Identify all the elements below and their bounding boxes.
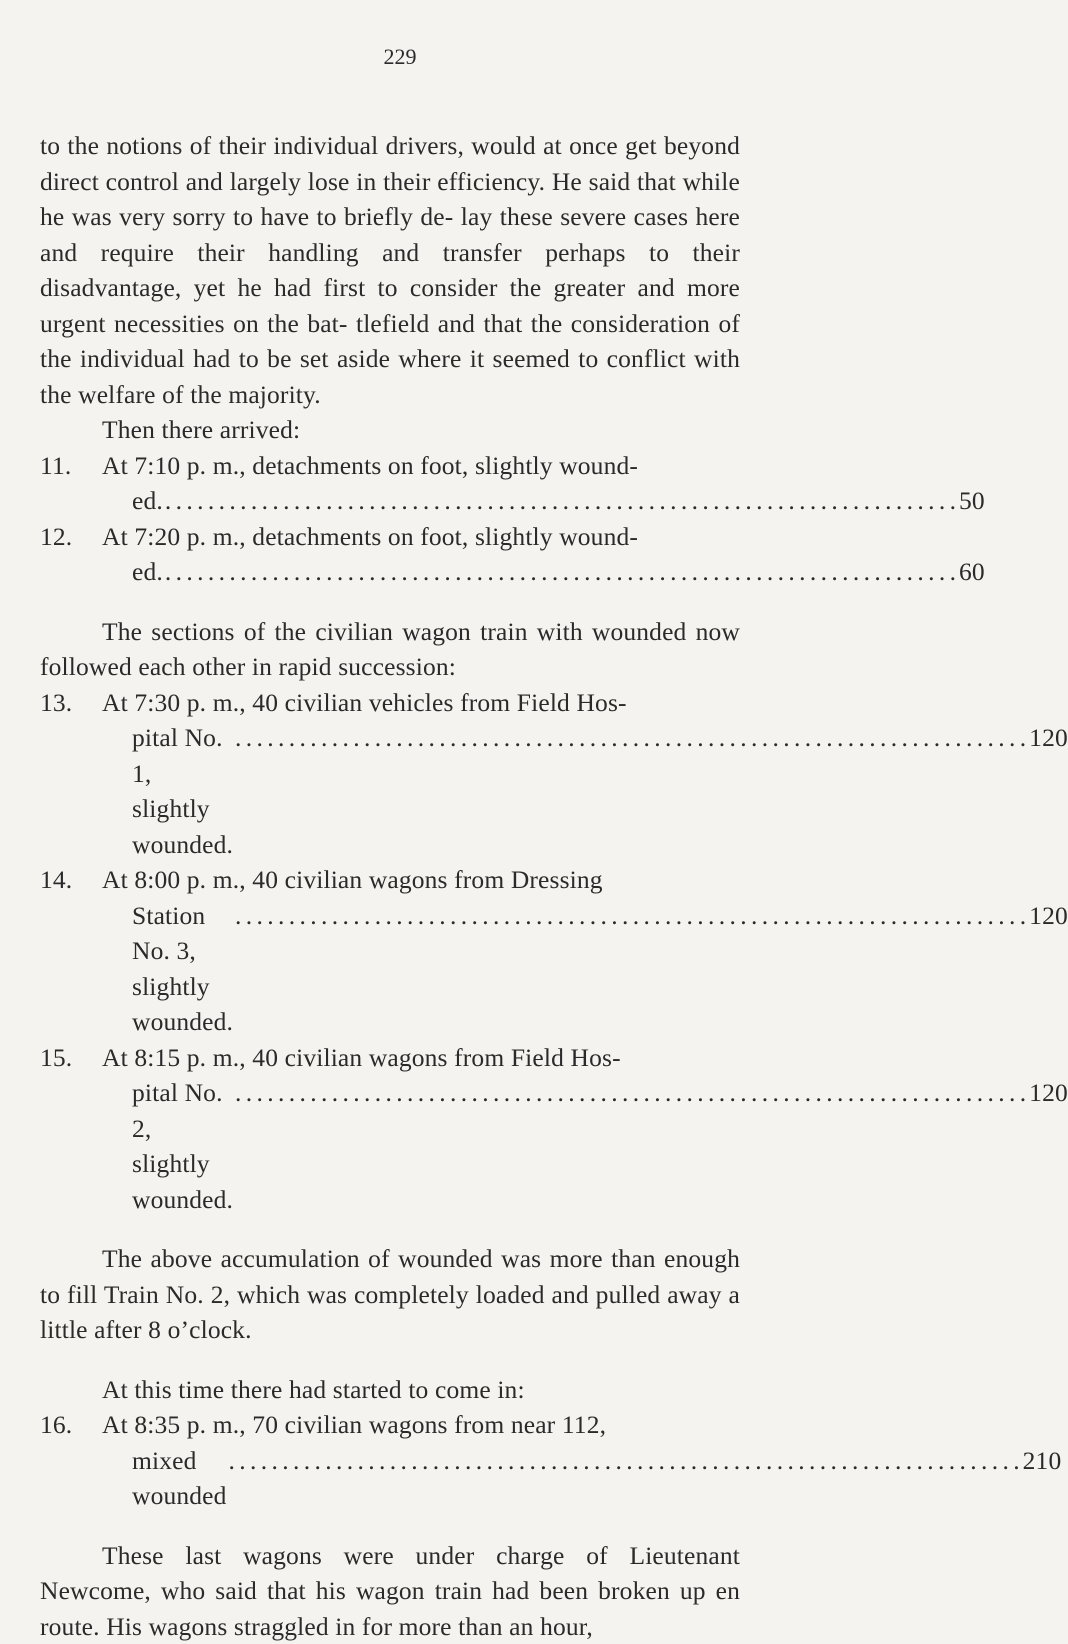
entry-count: 210 — [1023, 1443, 1062, 1479]
entry-text: At 8:15 p. m., 40 civilian wagons from Field Hos- — [102, 1040, 1068, 1076]
entry-count: 50 — [959, 483, 985, 519]
dot-leader — [165, 483, 955, 519]
entry-list-foot — [40, 448, 740, 590]
entry-text: At 7:20 p. m., detachments on foot, slightly wound- — [102, 519, 985, 555]
entry-text-continued: ed. — [132, 554, 163, 590]
entry-count: 60 — [959, 554, 985, 590]
dot-leader — [165, 554, 955, 590]
entry-text: At 8:35 p. m., 70 civilian wagons from near 112, — [102, 1407, 1061, 1443]
entry-text-continued: pital No. 2, slightly wounded. — [132, 1075, 233, 1217]
entry-text-continued: mixed wounded — [132, 1443, 227, 1514]
entry-text: At 8:00 p. m., 40 civilian wagons from Dressing — [102, 862, 1068, 898]
paragraph-accumulation: The above accumulation of wounded was more than enough to fill Train No. 2, which was completely loaded and pulled away a little after 8 o’clock. — [40, 1241, 740, 1348]
paragraph-lieutenant: These last wagons were under charge of Lieutenant Newcome, who said that his wagon train had been broken up en route. His wagons straggled in for more than an hour, — [40, 1538, 740, 1644]
dot-leader — [235, 720, 1025, 756]
list-item-14 — [40, 862, 740, 1040]
entry-number: 12. — [40, 519, 102, 555]
paragraph-opening: to the notions of their individual drivers, would at once get beyond direct control and largely lose in their efficiency. He said that while he was very sorry to have to briefly de- lay these severe cases here and require their handling and transfer perhaps to their disadvantage, yet he had first to consider the greater and more urgent necessities on the bat- tlefield and that the consideration of the individual had to be set aside where it seemed to conflict with the welfare of the majority. — [40, 128, 740, 412]
dot-leader — [229, 1443, 1019, 1479]
entry-number: 13. — [40, 685, 102, 721]
entry-text-continued: Station No. 3, slightly wounded. — [132, 898, 233, 1040]
entry-list-mixed — [40, 1407, 740, 1514]
entry-text-continued: ed. — [132, 483, 163, 519]
list-item-15 — [40, 1040, 740, 1218]
paragraph-then-arrived: Then there arrived: — [40, 412, 740, 448]
entry-number: 16. — [40, 1407, 102, 1443]
entry-number: 14. — [40, 862, 102, 898]
entry-text-continued: pital No. 1, slightly wounded. — [132, 720, 233, 862]
page-number: 229 — [0, 44, 800, 70]
entry-text: At 7:30 p. m., 40 civilian vehicles from Field Hos- — [102, 685, 1068, 721]
entry-count: 120 — [1029, 1075, 1068, 1111]
list-item-12 — [40, 519, 740, 590]
list-item-11 — [40, 448, 740, 519]
entry-count: 120 — [1029, 898, 1068, 934]
paragraph-wagon-train: The sections of the civilian wagon train with wounded now followed each other in rapid succession: — [40, 614, 740, 685]
dot-leader — [235, 898, 1025, 934]
entry-list-wagons — [40, 685, 740, 1218]
entry-count: 120 — [1029, 720, 1068, 756]
dot-leader — [235, 1075, 1025, 1111]
entry-number: 11. — [40, 448, 102, 484]
list-item-13 — [40, 685, 740, 863]
entry-number: 15. — [40, 1040, 102, 1076]
entry-text: At 7:10 p. m., detachments on foot, slightly wound- — [102, 448, 985, 484]
list-item-16 — [40, 1407, 740, 1514]
page-body — [40, 128, 740, 1644]
paragraph-started-to-come: At this time there had started to come in: — [40, 1372, 740, 1408]
